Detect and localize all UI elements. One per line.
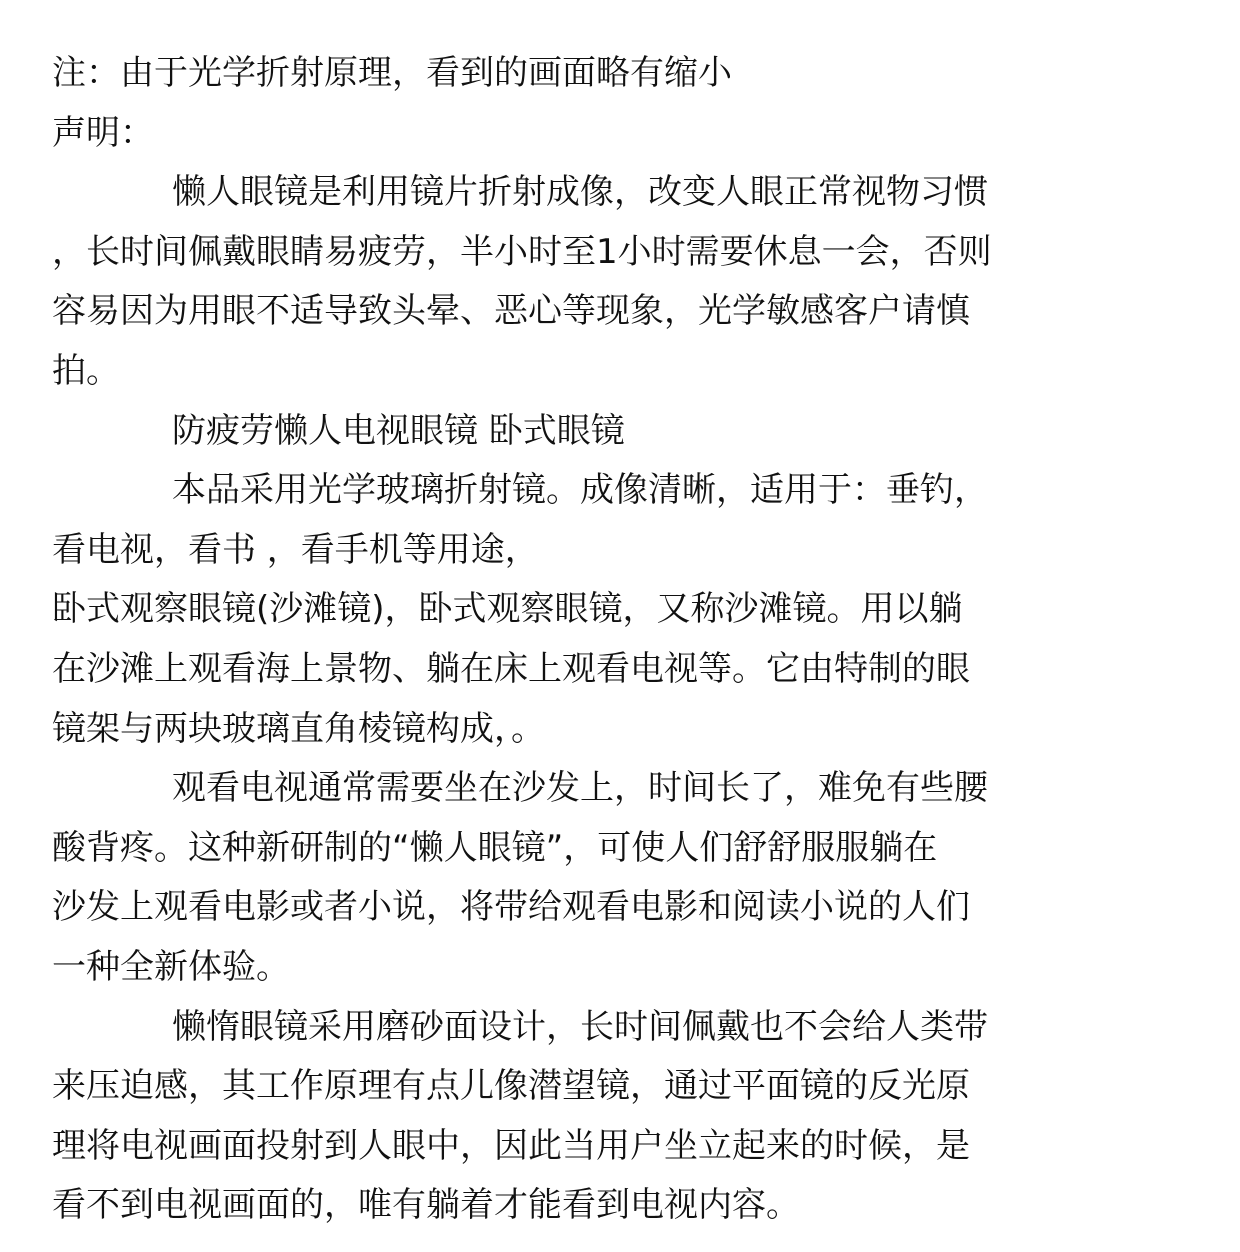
- paragraph-line: 沙发上观看电影或者小说，将带给观看电影和阅读小说的人们: [52, 887, 970, 928]
- paragraph-line: 懒惰眼镜采用磨砂面设计，长时间佩戴也不会给人类带: [172, 1006, 988, 1047]
- paragraph-line: 观看电视通常需要坐在沙发上，时间长了，难免有些腰: [172, 768, 988, 809]
- paragraph-line: 理将电视画面投射到人眼中，因此当用户坐立起来的时候，是: [52, 1125, 970, 1166]
- paragraph-line: 镜架与两块玻璃直角棱镜构成，。: [52, 708, 545, 749]
- paragraph-product-description: [52, 461, 1172, 759]
- paragraph-line: 本品采用光学玻璃折射镜。成像清晰，适用于：垂钓，: [172, 470, 988, 511]
- document-page: [52, 44, 1172, 1236]
- paragraph-usage: [52, 759, 1172, 997]
- paragraph-line: ，长时间佩戴眼睛易疲劳，半小时至1小时需要休息一会，否则: [52, 231, 992, 272]
- statement-label: 声明：: [52, 112, 154, 153]
- product-title-line: 防疲劳懒人电视眼镜 卧式眼镜: [172, 410, 625, 451]
- paragraph-line: 一种全新体验。: [52, 946, 290, 987]
- paragraph-line: 容易因为用眼不适导致头晕、恶心等现象，光学敏感客户请慎: [52, 291, 970, 332]
- paragraph-line: 来压迫感，其工作原理有点儿像潜望镜，通过平面镜的反光原: [52, 1066, 970, 1107]
- paragraph-product-title: [52, 402, 1172, 462]
- paragraph-line: 在沙滩上观看海上景物、躺在床上观看电视等。它由特制的眼: [52, 648, 970, 689]
- note-line: 注：由于光学折射原理，看到的画面略有缩小: [52, 53, 732, 93]
- paragraph-line: 卧式观察眼镜(沙滩镜)，卧式观察眼镜，又称沙滩镜。用以躺: [52, 589, 963, 630]
- paragraph-disclaimer: [52, 163, 1172, 401]
- paragraph-line: 看不到电视画面的，唯有躺着才能看到电视内容。: [52, 1185, 800, 1226]
- paragraph-line: 拍。: [52, 350, 120, 391]
- paragraph-line: 看电视，看书 ，看手机等用途，: [52, 529, 539, 570]
- paragraph-working-principle: [52, 998, 1172, 1236]
- paragraph-line: 酸背疼。这种新研制的“懒人眼镜”，可使人们舒舒服服躺在: [52, 827, 938, 868]
- paragraph-line: 懒人眼镜是利用镜片折射成像，改变人眼正常视物习惯: [172, 172, 988, 213]
